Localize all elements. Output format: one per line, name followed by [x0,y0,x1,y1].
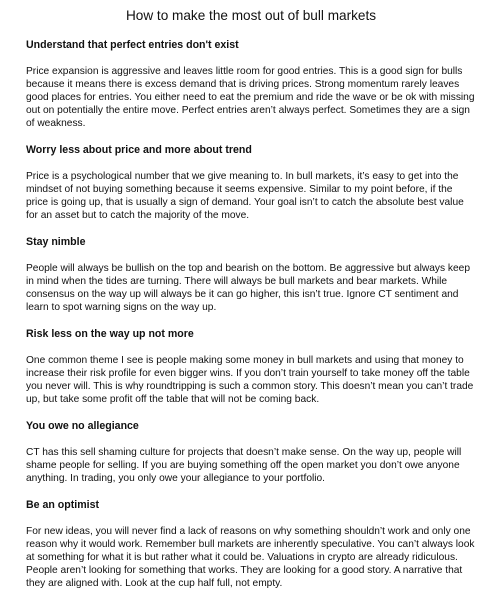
section-paragraph: One common theme I see is people making some money in bull markets and using that money to increase their risk profile for even bigger wins. If you don’t train yourself to take money off the table you never will. This is why roundtripping is such a common story. This doesn’t mean you can’t trade up, but take some profit off the table that will not be coming back. [26,355,474,405]
section-price-and-trend [26,143,476,222]
section-paragraph: People will always be bullish on the top and bearish on the bottom. Be aggressive but always keep in mind when the tides are turning. There will always be bull markets and bear markets. While consensus on the way up will always be it can go higher, this isn’t true. Ignore CT sentiment and learn to spot warning signs on the way up. [26,263,470,313]
section-heading: Understand that perfect entries don't exist [26,39,239,51]
section-heading: You owe no allegiance [26,420,139,432]
section-heading: Risk less on the way up not more [26,328,194,340]
section-heading: Stay nimble [26,236,86,248]
section-be-optimist [26,498,476,590]
section-paragraph: Price is a psychological number that we give meaning to. In bull markets, it’s easy to get into the mindset of not buying something because it seems expensive. Similar to my point before, if the price is going up, that is usually a sign of demand. Your goal isn’t to catch the absolute best value for an asset but to catch the majority of the move. [26,171,464,221]
section-perfect-entries [26,38,476,130]
section-stay-nimble [26,235,476,314]
section-no-allegiance [26,419,476,485]
document-title: How to make the most out of bull markets [125,8,377,23]
section-paragraph: For new ideas, you will never find a lack of reasons on why something shouldn’t work and only one reason why it would work. Remember bull markets are inherently speculative. You can’t always look at something for what it is but rather what it could be. Valuations in crypto are already ridiculous. People aren’t looking for something that works. They are looking for a good story. A narrative that they are aligned with. Look at the cup half full, not empty. [26,526,475,589]
section-risk-less [26,327,476,406]
section-heading: Be an optimist [26,499,99,511]
section-heading: Worry less about price and more about trend [26,144,252,156]
section-paragraph: Price expansion is aggressive and leaves little room for good entries. This is a good sign for bulls because it means there is excess demand that is driving prices. Strong momentum rarely leaves good places for entries. You either need to eat the premium and ride the wave or be ok with missing out on potentially the entire move. Perfect entries aren’t always perfect. Sometimes they are a sign of weakness. [26,66,475,129]
section-paragraph: CT has this sell shaming culture for projects that doesn’t make sense. On the way up, people will shame people for selling. If you are buying something off the open market you don’t owe anyone anything. In trading, you only owe your allegiance to your portfolio. [26,447,462,484]
